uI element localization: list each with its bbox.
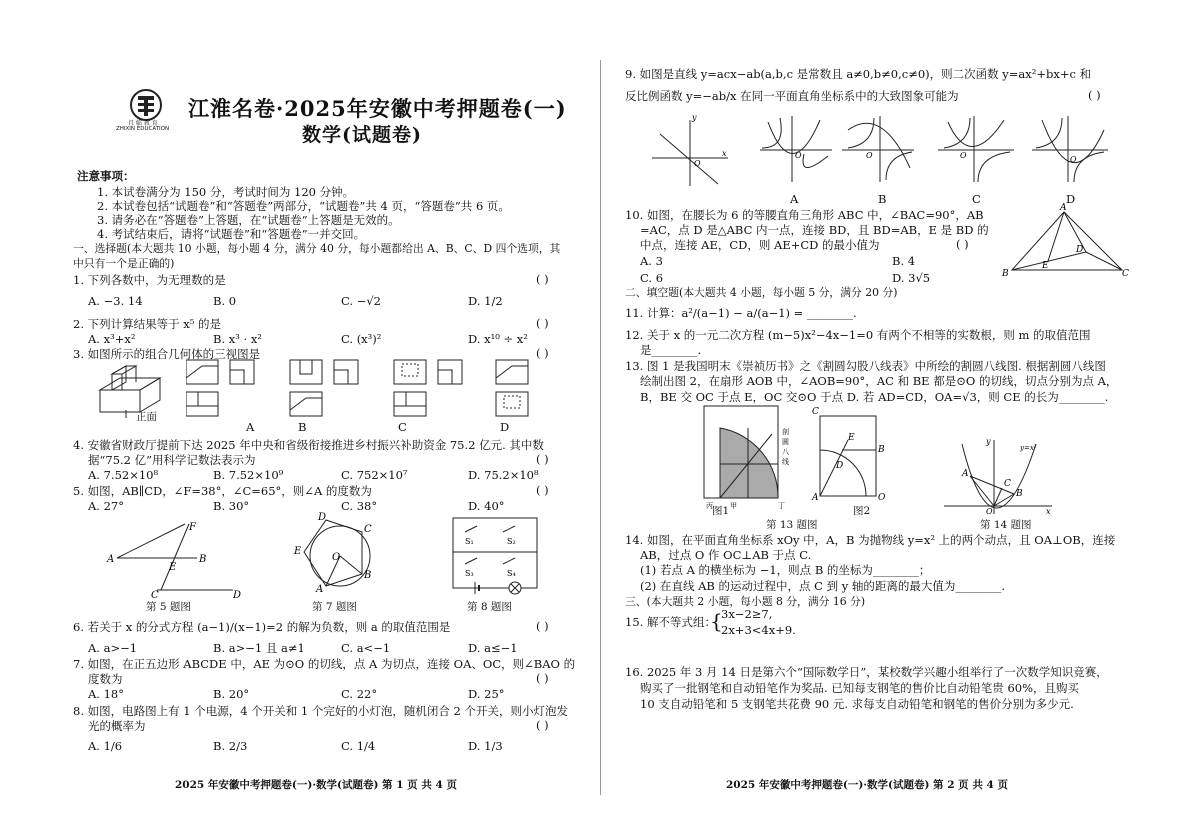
question-10-figure	[1000, 200, 1130, 280]
question-13-stem-cont: B，BE 交 OC 于点 E，OC 交⊙O 于点 D. 若 AD=CD，OA=√3，则 CE 的长为________.	[640, 390, 1109, 404]
answer-blank: ( )	[536, 452, 549, 466]
svg-text:O: O	[866, 151, 873, 160]
question-8-stem-cont: 光的概率为	[88, 719, 146, 733]
option-c: C. a<−1	[341, 641, 391, 655]
option-a: A. x³+x²	[88, 332, 136, 346]
svg-text:y: y	[986, 437, 991, 446]
figure-caption: 第 7 题图	[312, 601, 357, 613]
svg-text:O: O	[694, 159, 701, 168]
option-c: C. 752×10⁷	[341, 468, 408, 482]
figure-caption: 第 14 题图	[980, 519, 1032, 531]
section-2-heading: 二、填空题(本大题共 4 小题，每小题 5 分，满分 20 分)	[625, 286, 898, 299]
svg-text:E: E	[1042, 261, 1049, 271]
svg-text:A: A	[812, 493, 819, 503]
option-c: C. 38°	[341, 499, 378, 513]
option-a: A. 1/6	[88, 739, 123, 753]
question-5-stem: 5. 如图，AB∥CD，∠F=38°，∠C=65°，则∠A 的度数为	[73, 484, 372, 498]
question-13-figures	[700, 404, 890, 512]
graph-label-c: C	[972, 192, 981, 206]
svg-text:E: E	[848, 433, 855, 443]
option-b: B. x³ · x²	[213, 332, 262, 346]
svg-text:D: D	[233, 590, 242, 598]
question-16-stem-cont: 10 支自动铅笔和 5 支钢笔共花费 90 元. 求每支自动铅笔和钢笔的售价分别为多少元.	[640, 697, 1074, 711]
question-9-stem-cont: 反比例函数 y=−ab/x 在同一平面直角坐标系中的大致图象可能为	[625, 89, 959, 103]
answer-blank: ( )	[956, 237, 969, 251]
logo-text-cn: 且 临 教 育	[128, 120, 158, 127]
option-a: A. 3	[640, 254, 663, 268]
answer-blank: ( )	[536, 619, 549, 633]
svg-text:线: 线	[782, 458, 789, 466]
svg-text:丙: 丙	[706, 502, 713, 510]
svg-text:八: 八	[782, 448, 789, 456]
question-4-stem: 4. 安徽省财政厅提前下达 2025 年中央和省级衔接推进乡村振兴补助资金 75.2 亿元. 其中数	[73, 438, 544, 452]
answer-blank: ( )	[536, 671, 549, 685]
svg-text:y=x²: y=x²	[1020, 444, 1037, 452]
svg-text:O: O	[986, 507, 993, 516]
figure-caption: 第 13 题图	[766, 519, 818, 531]
question-13-stem-cont: 绘制出图 2，在扇形 AOB 中，∠AOB=90°，AC 和 BE 都是⊙O 的切线，切点分别为点 A，	[640, 374, 1118, 388]
answer-blank: ( )	[536, 316, 549, 330]
question-8-circuit	[445, 514, 545, 596]
svg-text:O: O	[878, 493, 886, 503]
question-7-stem: 7. 如图，在正五边形 ABCDE 中，AE 为⊙O 的切线，点 A 为切点，连接 OA、OC，则∠BAO 的	[73, 657, 576, 671]
question-14-stem-cont: AB，过点 O 作 OC⊥AB 于点 C.	[640, 548, 812, 562]
question-10-stem-cont: =AC，点 D 是△ABC 内一点，连接 BD，且 BD=AB，E 是 BD 的	[640, 223, 989, 237]
svg-text:B: B	[1016, 489, 1023, 499]
svg-text:y: y	[692, 113, 697, 122]
notice-item: 3. 请务必在“答题卷”上答题，在“试题卷”上答题是无效的。	[97, 213, 400, 227]
svg-text:甲: 甲	[730, 502, 737, 510]
front-view-label: 正面	[136, 411, 157, 423]
question-3-view-options	[186, 358, 546, 424]
graph-label-d: D	[1066, 192, 1076, 206]
option-b: B. a>−1 且 a≠1	[213, 641, 305, 655]
option-d: D. 25°	[468, 687, 505, 701]
figure-caption: 第 8 题图	[467, 601, 512, 613]
question-6-stem: 6. 若关于 x 的分式方程 (a−1)/(x−1)=2 的解为负数，则 a 的取值范围是	[73, 620, 451, 634]
question-14-stem: 14. 如图，在平面直角坐标系 xOy 中，A，B 为抛物线 y=x² 上的两个动点，且 OA⊥OB，连接	[625, 533, 1116, 547]
logo-text-en: ZHIXIN EDUCATION	[116, 126, 170, 132]
page-footer: 2025 年安徽中考押题卷(一)·数学(试题卷) 第 1 页 共 4 页	[175, 779, 457, 791]
question-9-graphs	[652, 110, 1134, 190]
svg-text:C: C	[364, 524, 372, 535]
option-a: A. 27°	[88, 499, 124, 513]
exam-page-2	[600, 0, 1200, 838]
svg-text:A: A	[316, 584, 324, 595]
question-10-stem: 10. 如图，在腰长为 6 的等腰直角三角形 ABC 中，∠BAC=90°，AB	[625, 208, 984, 222]
option-c: C. (x³)²	[341, 332, 382, 346]
option-c: C. 22°	[341, 687, 378, 701]
notice-item: 2. 本试卷包括“试题卷”和“答题卷”两部分，“试题卷”共 4 页，“答题卷”共 6 页。	[97, 199, 510, 213]
question-7-stem-cont: 度数为	[88, 672, 123, 686]
option-c: C. −√2	[341, 294, 381, 308]
option-b: B. 30°	[213, 499, 250, 513]
svg-text:D: D	[318, 512, 327, 523]
figure-caption: 第 5 题图	[146, 601, 191, 613]
figure-2-label: 图2	[853, 505, 871, 517]
section-1-heading: 一、选择题(本大题共 10 小题，每小题 4 分，满分 40 分，每小题都给出 A、B、C、D 四个选项，其	[73, 242, 561, 255]
question-9-stem: 9. 如图是直线 y=acx−ab(a,b,c 是常数且 a≠0,b≠0,c≠0)，则二次函数 y=ax²+bx+c 和	[625, 67, 1092, 81]
question-14-figure	[940, 436, 1060, 516]
svg-text:B: B	[878, 445, 885, 455]
svg-text:x: x	[1046, 507, 1051, 516]
option-d: D. 1/3	[468, 739, 503, 753]
option-b: B. 7.52×10⁹	[213, 468, 284, 482]
svg-text:A: A	[1060, 203, 1067, 213]
svg-text:剖: 剖	[782, 428, 789, 436]
svg-text:x: x	[722, 149, 727, 158]
question-16-stem: 16. 2025 年 3 月 14 日是第六个“国际数学日”，某校数学兴趣小组举行了一次数学知识竞赛，	[625, 665, 1108, 679]
question-5-figure	[105, 520, 245, 598]
svg-text:D: D	[836, 461, 844, 471]
option-c: C. 6	[640, 271, 664, 285]
section-1-heading-cont: 中只有一个是正确的)	[73, 257, 175, 270]
svg-text:E: E	[294, 546, 302, 557]
option-b: B. 2/3	[213, 739, 248, 753]
option-d: D. 1/2	[468, 294, 503, 308]
question-15-stem: 15. 解不等式组：	[625, 615, 716, 629]
svg-text:圆: 圆	[782, 438, 789, 446]
figure-label-d: D	[500, 420, 510, 434]
brace-glyph: {	[710, 609, 723, 633]
option-a: A. 18°	[88, 687, 124, 701]
question-12-stem-cont: 是________.	[640, 343, 702, 357]
option-c: C. 1/4	[341, 739, 376, 753]
figure-label-a: A	[246, 420, 255, 434]
option-b: B. 20°	[213, 687, 250, 701]
svg-text:A: A	[107, 554, 115, 565]
notice-item: 4. 考试结束后，请将“试题卷”和“答题卷”一并交回。	[97, 227, 366, 241]
option-a: A. −3. 14	[88, 294, 143, 308]
svg-text:S₃: S₃	[465, 569, 474, 578]
question-14-part-1: (1) 若点 A 的横坐标为 −1，则点 B 的坐标为________；	[640, 563, 931, 577]
svg-text:C: C	[812, 407, 819, 417]
graph-label-b: B	[878, 192, 887, 206]
option-d: D. a≤−1	[468, 641, 518, 655]
answer-blank: ( )	[536, 346, 549, 360]
svg-text:S₄: S₄	[507, 569, 516, 578]
svg-text:丁: 丁	[778, 502, 785, 510]
svg-text:S₂: S₂	[507, 537, 516, 546]
svg-text:O: O	[960, 151, 967, 160]
option-d: D. 75.2×10⁸	[468, 468, 539, 482]
notice-item: 1. 本试卷满分为 150 分，考试时间为 120 分钟。	[97, 185, 355, 199]
inequality-1: 3x−2≥7,	[721, 607, 773, 621]
question-16-stem-cont: 购买了一批钢笔和自动铅笔作为奖品. 已知每支钢笔的售价比自动铅笔贵 60%，且购买	[640, 681, 1080, 695]
question-2-stem: 2. 下列计算结果等于 x⁵ 的是	[73, 317, 222, 331]
option-a: A. 7.52×10⁸	[88, 468, 159, 482]
svg-text:C: C	[1004, 479, 1011, 489]
option-b: B. 0	[213, 294, 237, 308]
svg-text:S₁: S₁	[465, 537, 474, 546]
figure-label-b: B	[298, 420, 307, 434]
notice-heading: 注意事项：	[77, 169, 135, 183]
question-11: 11. 计算：a²/(a−1) − a/(a−1) = ________.	[625, 306, 857, 320]
answer-blank: ( )	[536, 718, 549, 732]
svg-text:B: B	[199, 554, 207, 565]
option-d: D. 40°	[468, 499, 505, 513]
figure-1-label: 图1	[712, 505, 730, 517]
question-3-solid-figure	[90, 360, 170, 420]
svg-text:F: F	[189, 522, 196, 533]
question-12-stem: 12. 关于 x 的一元二次方程 (m−5)x²−4x−1=0 有两个不相等的实数根，则 m 的取值范围	[625, 328, 1091, 342]
section-3-heading: 三、(本大题共 2 小题，每小题 8 分，满分 16 分)	[625, 595, 866, 608]
svg-text:A: A	[962, 469, 969, 479]
svg-text:B: B	[1002, 269, 1009, 279]
figure-label-c: C	[398, 420, 407, 434]
question-10-stem-cont: 中点，连接 AE，CD，则 AE+CD 的最小值为	[640, 238, 880, 252]
question-1-stem: 1. 下列各数中，为无理数的是	[73, 273, 226, 287]
svg-text:B: B	[364, 570, 372, 581]
question-8-stem: 8. 如图，电路图上有 1 个电源，4 个开关和 1 个完好的小灯泡，随机闭合 2 个开关，则小灯泡发	[73, 704, 568, 718]
answer-blank: ( )	[536, 483, 549, 497]
svg-text:C: C	[1122, 269, 1129, 279]
svg-text:C: C	[151, 590, 159, 598]
page-footer: 2025 年安徽中考押题卷(一)·数学(试题卷) 第 2 页 共 4 页	[726, 779, 1008, 791]
question-13-stem: 13. 图 1 是我国明末《崇祯历书》之《割圆勾股八线表》中所绘的割圆八线图. 根据割圆八线图	[625, 359, 1106, 373]
question-3-stem: 3. 如图所示的组合几何体的三视图是	[73, 347, 261, 361]
inequality-2: 2x+3<4x+9.	[721, 623, 796, 637]
answer-blank: ( )	[536, 272, 549, 286]
answer-blank: ( )	[1088, 88, 1101, 102]
exam-title: 江淮名卷·2025年安徽中考押题卷(一)	[188, 96, 567, 121]
question-4-stem-cont: 据“75.2 亿”用科学记数法表示为	[88, 453, 256, 467]
option-a: A. a>−1	[88, 641, 138, 655]
graph-label-a: A	[790, 192, 799, 206]
option-d: D. x¹⁰ ÷ x²	[468, 332, 528, 346]
option-b: B. 4	[892, 254, 916, 268]
question-14-part-2: (2) 在直线 AB 的运动过程中，点 C 到 y 轴的距离的最大值为________.	[640, 579, 1006, 593]
exam-subtitle: 数学(试题卷)	[302, 124, 422, 146]
svg-text:O: O	[1070, 155, 1077, 164]
svg-text:O: O	[332, 552, 341, 563]
svg-text:E: E	[169, 562, 177, 573]
svg-text:O: O	[795, 151, 802, 160]
question-7-figure	[290, 512, 390, 596]
svg-text:D: D	[1076, 245, 1084, 255]
option-d: D. 3√5	[892, 271, 931, 285]
